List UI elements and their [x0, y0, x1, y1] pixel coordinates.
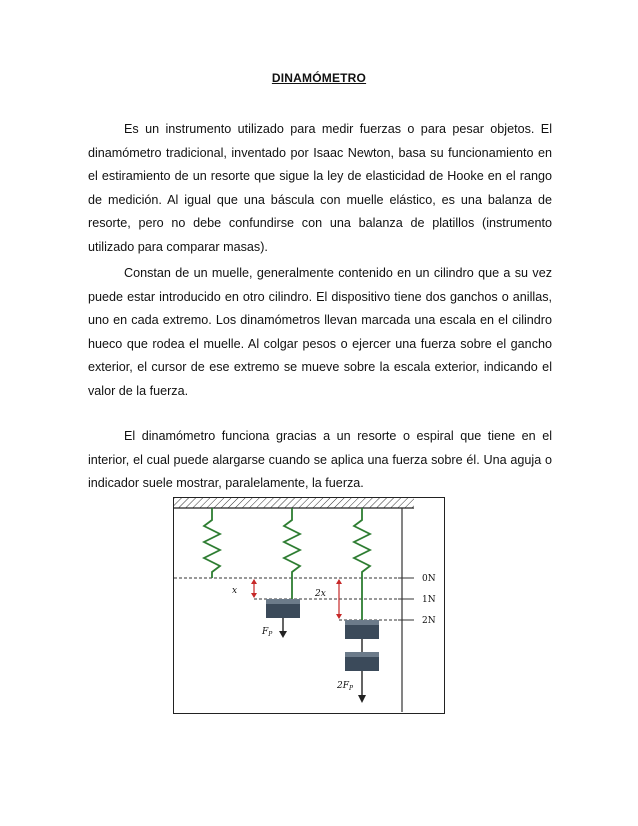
scale-label-1n: 1N: [422, 595, 436, 605]
scale-label-0n: 0N: [422, 574, 436, 584]
displacement-arrow-2x-head-top: [336, 579, 342, 584]
force-label-2: $2F_P$: [337, 681, 354, 692]
spring-two-weights: [354, 508, 370, 620]
force-arrow-1-head: [279, 631, 287, 638]
dynamometer-diagram: [173, 497, 445, 714]
weight-block-1-highlight: [266, 599, 300, 604]
weight-block-2a-highlight: [345, 620, 379, 625]
spring-one-weight: [284, 508, 300, 599]
paragraph-operation: El dinamómetro funciona gracias a un resorte o espiral que tiene en el interior, el cual puede alargarse cuando se aplica una fuerza sobre él. Una aguja o indicador suele mostrar, paralelamente, la fuerza.: [88, 429, 552, 490]
displacement-arrow-x-head-bottom: [251, 593, 257, 598]
displacement-arrow-x-head-top: [251, 579, 257, 584]
ceiling: [174, 498, 414, 508]
paragraph-construction: Constan de un muelle, generalmente contenido en un cilindro que a su vez puede estar introducido en otro cilindro. El dispositivo tiene dos ganchos o anillas, uno en cada extremo. Los dinamómetros llevan marcada una escala en el cilindro hueco que rodea el muelle. Al colgar pesos o ejercer una fuerza sobre el gancho exterior, el cursor de ese extremo se mueve sobre la escala exterior, indicando el valor de la fuerza.: [88, 266, 552, 398]
displacement-arrow-2x-head-bottom: [336, 614, 342, 619]
force-label-1: $F_P$: [262, 627, 273, 638]
displacement-label-2x: 2x: [315, 589, 326, 599]
spring-unloaded: [204, 508, 220, 578]
paragraph-definition: Es un instrumento utilizado para medir fuerzas o para pesar objetos. El dinamómetro tradicional, inventado por Isaac Newton, basa su funcionamiento en el estiramiento de un resorte que sigue la ley de elasticidad de Hooke en el rango de medición. Al igual que una báscula con muelle elástico, es una balanza de resorte, pero no debe confundirse con una balanza de platillos (instrumento utilizado para comparar masas).: [88, 122, 552, 254]
weight-block-2b-highlight: [345, 652, 379, 657]
document-title: DINAMÓMETRO: [271, 71, 367, 85]
displacement-label-x: x: [232, 586, 238, 596]
force-arrow-2-head: [358, 695, 366, 703]
scale-label-2n: 2N: [422, 616, 436, 626]
